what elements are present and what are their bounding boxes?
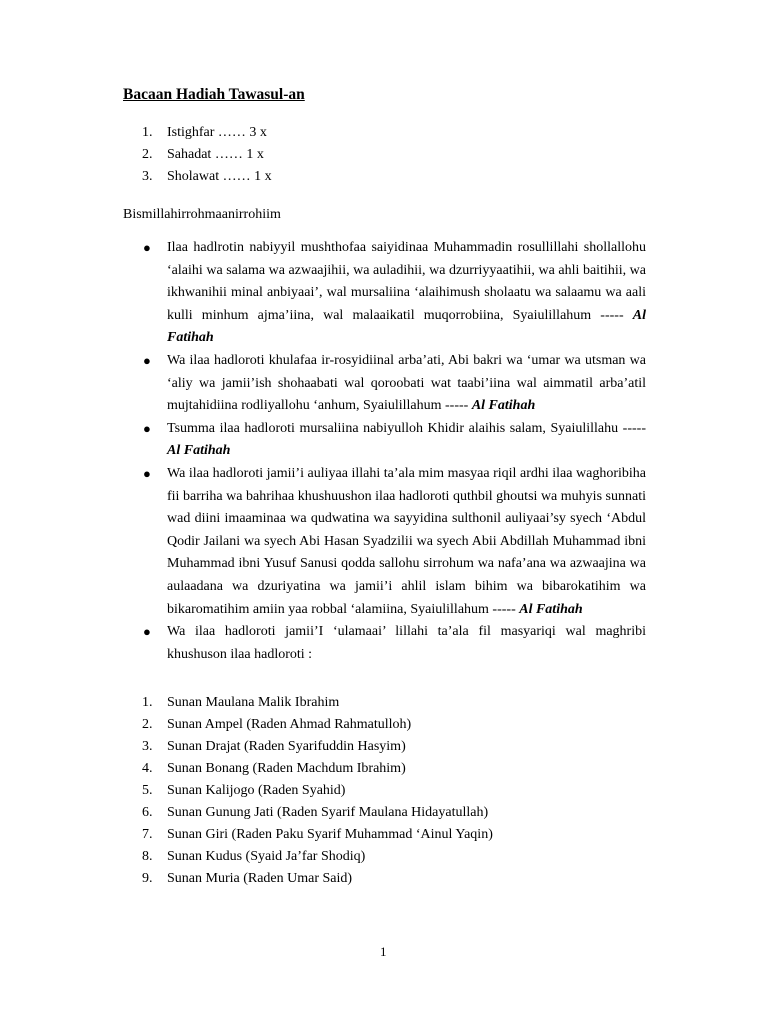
bullet-paragraph	[142, 418, 646, 463]
paragraph-text: Ilaa hadlrotin nabiyyil mushthofaa saiyidinaa Muhammadin rosullillahi shollallohu ‘alaihi wa salama wa azwaajihii, wa auladihii, wa dzurriyyaatihii, wa ahli baitihii, wa ikhwanihii minal anbiyaai’, wal mursaliina ‘alaihimush sholaatu wa salaamu wa aali kulli minhum ajma’iina, wal malaaikatil muqorrobiina, Syaiulillahum -----	[167, 240, 646, 323]
intro-list	[142, 122, 272, 188]
list-item-text: Sunan Drajat (Raden Syarifuddin Hasyim)	[167, 739, 406, 754]
list-item	[142, 758, 493, 780]
list-item-text: Sunan Maulana Malik Ibrahim	[167, 695, 340, 710]
list-item-text: Sunan Bonang (Raden Machdum Ibrahim)	[167, 761, 406, 776]
list-item	[142, 122, 272, 144]
list-item-text: Sunan Giri (Raden Paku Syarif Muhammad ‘Ainul Yaqin)	[167, 827, 493, 842]
fatihah-label: Al Fatihah	[167, 443, 231, 459]
list-number: 3.	[142, 739, 153, 754]
list-item	[142, 846, 493, 868]
list-number: 8.	[142, 849, 153, 864]
fatihah-label: Al Fatihah	[519, 601, 583, 617]
list-item	[142, 780, 493, 802]
list-number: 2.	[142, 717, 153, 732]
list-number: 3.	[142, 169, 153, 184]
bullet-icon: ●	[143, 465, 151, 481]
bullet-icon: ●	[143, 352, 151, 368]
list-item	[142, 144, 272, 166]
paragraph-text: Wa ilaa hadloroti jamii’i auliyaa illahi ta’ala mim masyaa riqil ardhi ilaa waghoribiha fii barriha wa bahrihaa khushuushon ilaa hadloroti quthbil ghoutsi wa muhyis sunnati wad diini imaaminaa wa qudwatina wa sayyidina sulthonil auliyaai’sy syech ‘Abdul Qodir Jailani wa syech Abi Hasan Syadzilii wa syech Abii Abdillah Muhammad ibni Muhammad ibni Yusuf Sanusi qodda sallohu sirrohum wa nafa’ana wa azwaajina wa aulaadana wa dzuriyatina wa jamii’i ahlil islam bihim wa bibarokatihim wa bikaromatihim amiin yaa robbal ‘alamiina, Syaiulillahum -----	[167, 465, 646, 617]
list-number: 4.	[142, 761, 153, 776]
list-item	[142, 166, 272, 188]
bullet-paragraph	[142, 237, 646, 350]
list-item-text: Sahadat …… 1 x	[167, 147, 264, 162]
document-title: Bacaan Hadiah Tawasul-an	[123, 86, 305, 103]
list-number: 2.	[142, 147, 153, 162]
fatihah-label: Al Fatihah	[471, 398, 536, 414]
list-number: 7.	[142, 827, 153, 842]
list-item-text: Istighfar …… 3 x	[167, 125, 267, 140]
list-number: 1.	[142, 125, 153, 140]
bullet-icon: ●	[143, 624, 151, 640]
bullet-paragraph	[142, 621, 646, 666]
bullet-icon: ●	[143, 240, 151, 255]
bismillah-line: Bismillahirrohmaanirrohiim	[123, 207, 281, 222]
fatihah-label: Al Fatihah	[167, 307, 646, 346]
list-item-text: Sunan Kudus (Syaid Ja’far Shodiq)	[167, 849, 366, 864]
bullet-list	[142, 237, 646, 666]
sunan-list	[142, 692, 493, 890]
list-item	[142, 692, 493, 714]
list-item	[142, 824, 493, 846]
list-item-text: Sholawat …… 1 x	[167, 169, 272, 184]
list-item-text: Sunan Gunung Jati (Raden Syarif Maulana Hidayatullah)	[167, 805, 489, 820]
list-item-text: Sunan Kalijogo (Raden Syahid)	[167, 783, 346, 798]
list-number: 6.	[142, 805, 153, 820]
list-item-text: Sunan Muria (Raden Umar Said)	[167, 871, 353, 886]
list-item	[142, 868, 493, 890]
bullet-paragraph	[142, 463, 646, 621]
list-item	[142, 714, 493, 736]
paragraph-text: Tsumma ilaa hadloroti mursaliina nabiyulloh Khidir alaihis salam, Syaiulillahu -----	[167, 420, 646, 436]
list-number: 5.	[142, 783, 153, 798]
bullet-icon: ●	[143, 420, 151, 436]
list-item-text: Sunan Ampel (Raden Ahmad Rahmatulloh)	[167, 717, 412, 732]
paragraph-text: Wa ilaa hadloroti khulafaa ir-rosyidiinal arba’ati, Abi bakri wa ‘umar wa utsman wa ‘aliy wa jamii’ish shohaabati wal qoroobati wat taabi’iina wal aimmatil arba’atil mujtahidiina rodliyallohu ‘anhum, Syaiulillahum -----	[167, 352, 646, 414]
bullet-paragraph	[142, 350, 646, 418]
paragraph-text: Wa ilaa hadloroti jamii’I ‘ulamaai’ lillahi ta’ala fil masyariqi wal maghribi khushuson ilaa hadloroti :	[167, 624, 646, 662]
list-number: 1.	[142, 695, 153, 710]
list-item	[142, 802, 493, 824]
list-item	[142, 736, 493, 758]
list-number: 9.	[142, 871, 153, 886]
page-number: 1	[380, 944, 387, 959]
